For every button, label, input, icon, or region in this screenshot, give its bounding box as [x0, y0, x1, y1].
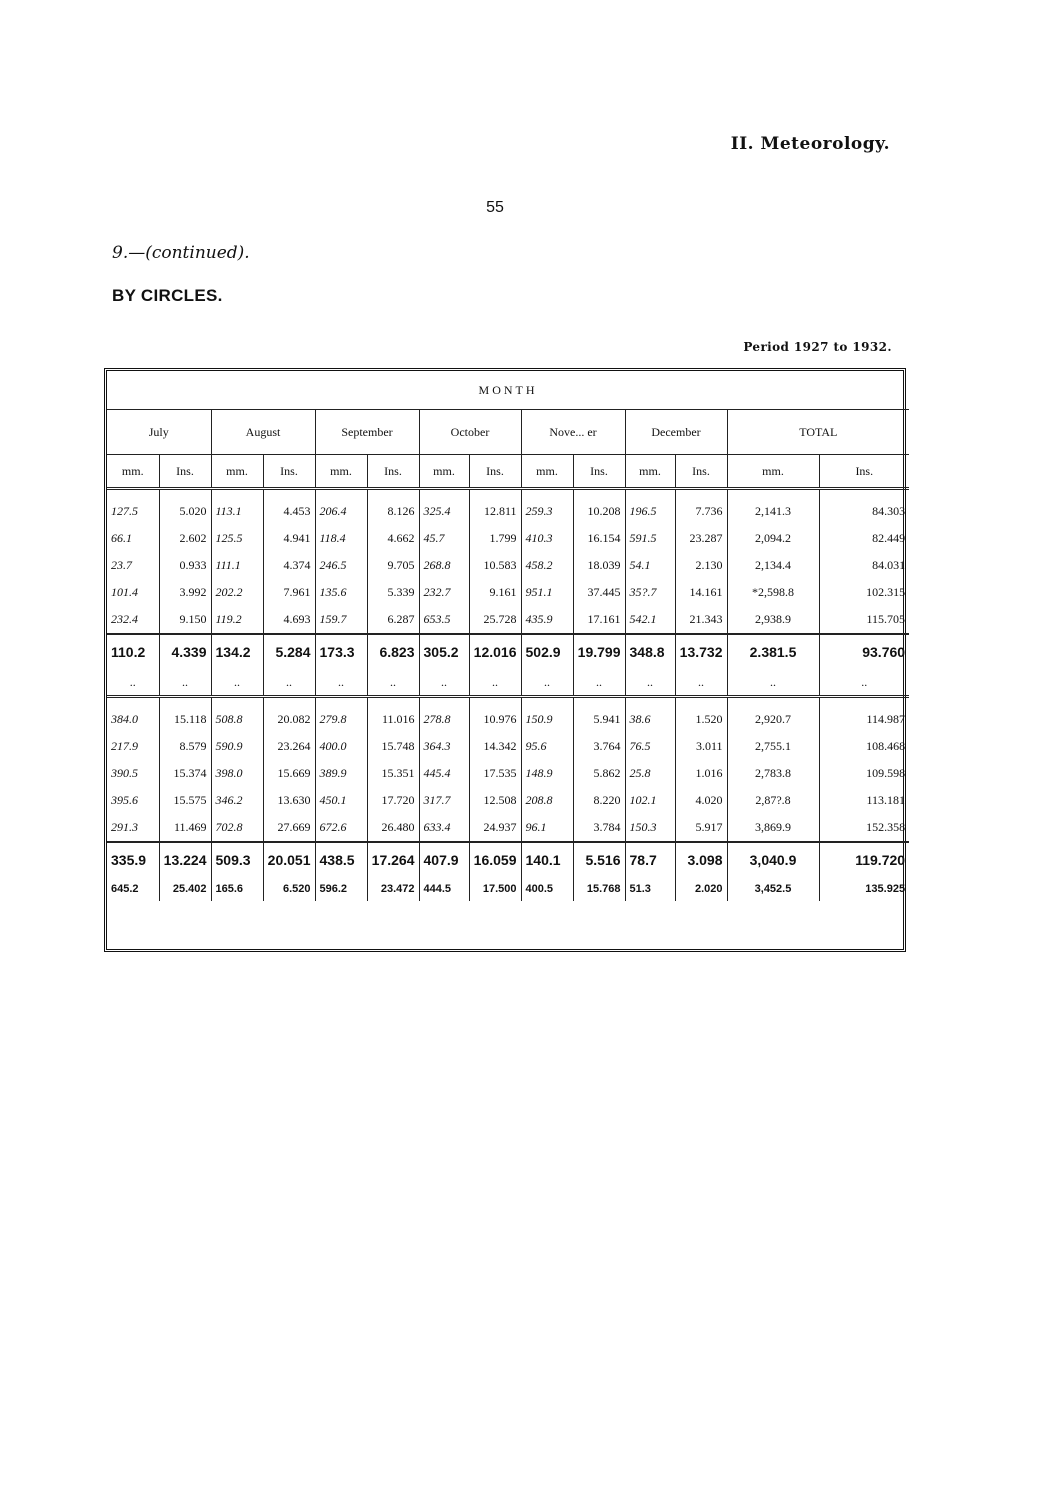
- table-cell: 23.264: [263, 733, 315, 760]
- month-header: September: [315, 410, 419, 455]
- table-cell: 279.8: [315, 697, 367, 734]
- table-cell: 165.6: [211, 877, 263, 901]
- table-cell: ..: [107, 669, 159, 697]
- table-cell: 45.7: [419, 525, 469, 552]
- table-cell: 11.016: [367, 697, 419, 734]
- table-cell: 384.0: [107, 697, 159, 734]
- table-cell: 232.4: [107, 606, 159, 634]
- table-cell: 317.7: [419, 787, 469, 814]
- table-cell: 134.2: [211, 634, 263, 669]
- period-label: Period 1927 to 1932.: [743, 340, 892, 354]
- table-cell: ..: [573, 669, 625, 697]
- table-cell: 400.5: [521, 877, 573, 901]
- table-cell: 12.016: [469, 634, 521, 669]
- table-cell: 291.3: [107, 814, 159, 842]
- page-number: 55: [486, 199, 504, 216]
- table-cell: 2,87?.8: [727, 787, 819, 814]
- table-cell: 6.520: [263, 877, 315, 901]
- table-cell: 102.315: [866, 585, 906, 599]
- table-cell: 17.500: [469, 877, 521, 901]
- table-cell: 84.031: [872, 558, 906, 572]
- table-cell: 15.118: [159, 697, 211, 734]
- placeholder-row: [107, 669, 909, 697]
- table-cell: 148.9: [521, 760, 573, 787]
- table-cell: 7.961: [263, 579, 315, 606]
- table-cell: 2,783.8: [727, 760, 819, 787]
- table-cell: 23.287: [675, 525, 727, 552]
- table-row: [107, 525, 909, 552]
- table-cell: 26.480: [367, 814, 419, 842]
- table-cell: 5.020: [159, 489, 211, 526]
- table-cell: 113.181: [866, 793, 906, 807]
- table-cell: 125.5: [211, 525, 263, 552]
- table-cell: ..: [469, 669, 521, 697]
- table-cell: 389.9: [315, 760, 367, 787]
- table-row: [107, 787, 909, 814]
- table-cell: 9.705: [367, 552, 419, 579]
- table-cell: 17.161: [573, 606, 625, 634]
- table-cell: 4.453: [263, 489, 315, 526]
- table-cell: 2,755.1: [727, 733, 819, 760]
- table-cell: 8.220: [573, 787, 625, 814]
- table-cell: 20.051: [263, 842, 315, 877]
- table-cell: 502.9: [521, 634, 573, 669]
- table-cell: 38.6: [625, 697, 675, 734]
- table-cell: 109.598: [866, 766, 906, 780]
- table-cell: 15.768: [573, 877, 625, 901]
- table-cell: 9.150: [159, 606, 211, 634]
- table-cell: ..: [263, 669, 315, 697]
- total-header: TOTAL: [727, 410, 909, 455]
- table-cell: 76.5: [625, 733, 675, 760]
- unit-ins-header: Ins.: [573, 455, 625, 489]
- table-cell: 3,869.9: [727, 814, 819, 842]
- table-cell: 150.3: [625, 814, 675, 842]
- table-cell: 508.8: [211, 697, 263, 734]
- table-cell: ..: [211, 669, 263, 697]
- unit-mm-header: mm.: [625, 455, 675, 489]
- table-cell: 3.098: [675, 842, 727, 877]
- table-cell: 37.445: [573, 579, 625, 606]
- table-cell: 113.1: [211, 489, 263, 526]
- table-cell: 2,134.4: [727, 552, 819, 579]
- table-cell: 16.059: [469, 842, 521, 877]
- table-cell: 12.811: [469, 489, 521, 526]
- table-cell: 450.1: [315, 787, 367, 814]
- table-cell: 8.126: [367, 489, 419, 526]
- table-cell: 702.8: [211, 814, 263, 842]
- table-cell: 3.992: [159, 579, 211, 606]
- average-row: [107, 842, 909, 877]
- table-cell: 82.449: [872, 531, 906, 545]
- table-subtitle: BY CIRCLES.: [112, 286, 223, 305]
- table-cell: 3.011: [675, 733, 727, 760]
- table-cell: 4.941: [263, 525, 315, 552]
- table-cell: 5.862: [573, 760, 625, 787]
- table-cell: 2,141.3: [727, 489, 819, 526]
- table-cell: 653.5: [419, 606, 469, 634]
- table-cell: 2.130: [675, 552, 727, 579]
- table-cell: 2,938.9: [727, 606, 819, 634]
- table-cell: ..: [315, 669, 367, 697]
- table-cell: 2.381.5: [727, 634, 819, 669]
- table-cell: ..: [727, 669, 819, 697]
- table-cell: 140.1: [521, 842, 573, 877]
- table-cell: 17.720: [367, 787, 419, 814]
- table-cell: 1.016: [675, 760, 727, 787]
- table-cell: 19.799: [573, 634, 625, 669]
- table-cell: 10.976: [469, 697, 521, 734]
- table-row: [107, 733, 909, 760]
- table-cell: 14.161: [675, 579, 727, 606]
- table-cell: 15.748: [367, 733, 419, 760]
- table-cell: 135.6: [315, 579, 367, 606]
- table-cell: 51.3: [625, 877, 675, 901]
- table-cell: 93.760: [819, 634, 909, 669]
- unit-ins-header: Ins.: [469, 455, 521, 489]
- table-cell: 202.2: [211, 579, 263, 606]
- table-cell: 6.823: [367, 634, 419, 669]
- table-cell: ..: [419, 669, 469, 697]
- table-cell: 348.8: [625, 634, 675, 669]
- unit-mm-header: mm.: [107, 455, 159, 489]
- month-header: Nove... er: [521, 410, 625, 455]
- table-cell: 119.2: [211, 606, 263, 634]
- table-cell: 590.9: [211, 733, 263, 760]
- table-cell: 150.9: [521, 697, 573, 734]
- unit-ins-header: Ins.: [159, 455, 211, 489]
- table-cell: 4.020: [675, 787, 727, 814]
- table-cell: 25.8: [625, 760, 675, 787]
- table-cell: 268.8: [419, 552, 469, 579]
- table-cell: 23.7: [107, 552, 159, 579]
- table-cell: 208.8: [521, 787, 573, 814]
- table-cell: 3.764: [573, 733, 625, 760]
- month-header: December: [625, 410, 727, 455]
- table-cell: 96.1: [521, 814, 573, 842]
- table-cell: 633.4: [419, 814, 469, 842]
- table-cell: 395.6: [107, 787, 159, 814]
- table-cell: 458.2: [521, 552, 573, 579]
- unit-ins-header: Ins.: [675, 455, 727, 489]
- table-cell: 398.0: [211, 760, 263, 787]
- table-row: [107, 760, 909, 787]
- table-cell: 24.937: [469, 814, 521, 842]
- table-cell: 15.374: [159, 760, 211, 787]
- table-cell: 364.3: [419, 733, 469, 760]
- table-cell: 2.020: [675, 877, 727, 901]
- table-cell: 444.5: [419, 877, 469, 901]
- table-row: [107, 877, 909, 901]
- table-cell: 3,452.5: [727, 877, 819, 901]
- table-cell: 542.1: [625, 606, 675, 634]
- table-cell: 102.1: [625, 787, 675, 814]
- table-cell: ..: [367, 669, 419, 697]
- table-row: [107, 814, 909, 842]
- table-cell: 152.358: [866, 820, 906, 834]
- table-cell: 4.662: [367, 525, 419, 552]
- table-cell: ..: [521, 669, 573, 697]
- table-cell: 12.508: [469, 787, 521, 814]
- month-header: August: [211, 410, 315, 455]
- rainfall-table-frame: [104, 368, 906, 952]
- month-header: October: [419, 410, 521, 455]
- table-cell: 23.472: [367, 877, 419, 901]
- unit-ins-header: Ins.: [819, 455, 909, 489]
- table-cell: 6.287: [367, 606, 419, 634]
- table-cell: 509.3: [211, 842, 263, 877]
- table-cell: 596.2: [315, 877, 367, 901]
- unit-mm-header: mm.: [727, 455, 819, 489]
- table-cell: 15.351: [367, 760, 419, 787]
- table-cell: 13.630: [263, 787, 315, 814]
- table-cell: 118.4: [315, 525, 367, 552]
- table-cell: ..: [675, 669, 727, 697]
- table-cell: 2.602: [159, 525, 211, 552]
- table-cell: 196.5: [625, 489, 675, 526]
- table-cell: 305.2: [419, 634, 469, 669]
- table-cell: 114.987: [866, 712, 906, 726]
- table-cell: 346.2: [211, 787, 263, 814]
- table-cell: 101.4: [107, 579, 159, 606]
- table-cell: 390.5: [107, 760, 159, 787]
- table-cell: 14.342: [469, 733, 521, 760]
- table-cell: 13.224: [159, 842, 211, 877]
- table-cell: 5.917: [675, 814, 727, 842]
- table-cell: 438.5: [315, 842, 367, 877]
- table-cell: ..: [819, 669, 909, 697]
- unit-ins-header: Ins.: [263, 455, 315, 489]
- table-cell: 400.0: [315, 733, 367, 760]
- table-cell: 173.3: [315, 634, 367, 669]
- table-cell: 7.736: [675, 489, 727, 526]
- table-cell: 5.516: [573, 842, 625, 877]
- table-cell: 159.7: [315, 606, 367, 634]
- table-cell: 8.579: [159, 733, 211, 760]
- table-cell: 15.669: [263, 760, 315, 787]
- table-cell: *2,598.8: [727, 579, 819, 606]
- table-cell: 18.039: [573, 552, 625, 579]
- table-cell: 5.284: [263, 634, 315, 669]
- table-row: [107, 697, 909, 734]
- section-title: II. Meteorology.: [730, 134, 890, 154]
- table-cell: 206.4: [315, 489, 367, 526]
- unit-mm-header: mm.: [315, 455, 367, 489]
- table-cell: 0.933: [159, 552, 211, 579]
- unit-mm-header: mm.: [521, 455, 573, 489]
- table-cell: 10.583: [469, 552, 521, 579]
- table-cell: 3,040.9: [727, 842, 819, 877]
- table-row: [107, 552, 909, 579]
- unit-mm-header: mm.: [419, 455, 469, 489]
- table-cell: ..: [625, 669, 675, 697]
- table-cell: 335.9: [107, 842, 159, 877]
- table-cell: 15.575: [159, 787, 211, 814]
- table-cell: 115.705: [866, 612, 906, 626]
- table-cell: ..: [159, 669, 211, 697]
- table-cell: 672.6: [315, 814, 367, 842]
- table-cell: 111.1: [211, 552, 263, 579]
- table-cell: 17.535: [469, 760, 521, 787]
- table-cell: 2,920.7: [727, 697, 819, 734]
- table-cell: 108.468: [866, 739, 906, 753]
- table-cell: 21.343: [675, 606, 727, 634]
- table-cell: 25.728: [469, 606, 521, 634]
- table-cell: 95.6: [521, 733, 573, 760]
- table-cell: 4.339: [159, 634, 211, 669]
- table-cell: 5.941: [573, 697, 625, 734]
- table-cell: 35?.7: [625, 579, 675, 606]
- table-cell: 3.784: [573, 814, 625, 842]
- unit-mm-header: mm.: [211, 455, 263, 489]
- table-cell: 645.2: [107, 877, 159, 901]
- table-row: [107, 489, 909, 526]
- table-row: [107, 606, 909, 634]
- table-cell: 78.7: [625, 842, 675, 877]
- table-cell: 13.732: [675, 634, 727, 669]
- table-cell: 110.2: [107, 634, 159, 669]
- table-cell: 10.208: [573, 489, 625, 526]
- table-row: [107, 579, 909, 606]
- month-group-header: MONTH: [107, 371, 909, 410]
- table-cell: 25.402: [159, 877, 211, 901]
- table-cell: 16.154: [573, 525, 625, 552]
- table-cell: 591.5: [625, 525, 675, 552]
- table-cell: 135.925: [865, 883, 906, 895]
- table-cell: 278.8: [419, 697, 469, 734]
- table-cell: 20.082: [263, 697, 315, 734]
- table-cell: 246.5: [315, 552, 367, 579]
- table-cell: 407.9: [419, 842, 469, 877]
- table-cell: 127.5: [107, 489, 159, 526]
- table-cell: 84.303: [872, 504, 906, 518]
- table-cell: 5.339: [367, 579, 419, 606]
- table-cell: 11.469: [159, 814, 211, 842]
- table-cell: 4.693: [263, 606, 315, 634]
- month-header: July: [107, 410, 211, 455]
- table-cell: 119.720: [819, 842, 909, 877]
- table-cell: 66.1: [107, 525, 159, 552]
- table-cell: 54.1: [625, 552, 675, 579]
- table-cell: 1.799: [469, 525, 521, 552]
- table-cell: 325.4: [419, 489, 469, 526]
- table-cell: 435.9: [521, 606, 573, 634]
- table-cell: 445.4: [419, 760, 469, 787]
- table-cell: 217.9: [107, 733, 159, 760]
- table-cell: 232.7: [419, 579, 469, 606]
- unit-ins-header: Ins.: [367, 455, 419, 489]
- table-cell: 410.3: [521, 525, 573, 552]
- table-cell: 17.264: [367, 842, 419, 877]
- table-continued-label: 9.—(continued).: [112, 243, 250, 263]
- table-cell: 9.161: [469, 579, 521, 606]
- average-row: [107, 634, 909, 669]
- table-cell: 4.374: [263, 552, 315, 579]
- table-cell: 1.520: [675, 697, 727, 734]
- table-cell: 2,094.2: [727, 525, 819, 552]
- table-cell: 259.3: [521, 489, 573, 526]
- table-cell: 27.669: [263, 814, 315, 842]
- table-cell: 951.1: [521, 579, 573, 606]
- rainfall-table: [107, 371, 909, 901]
